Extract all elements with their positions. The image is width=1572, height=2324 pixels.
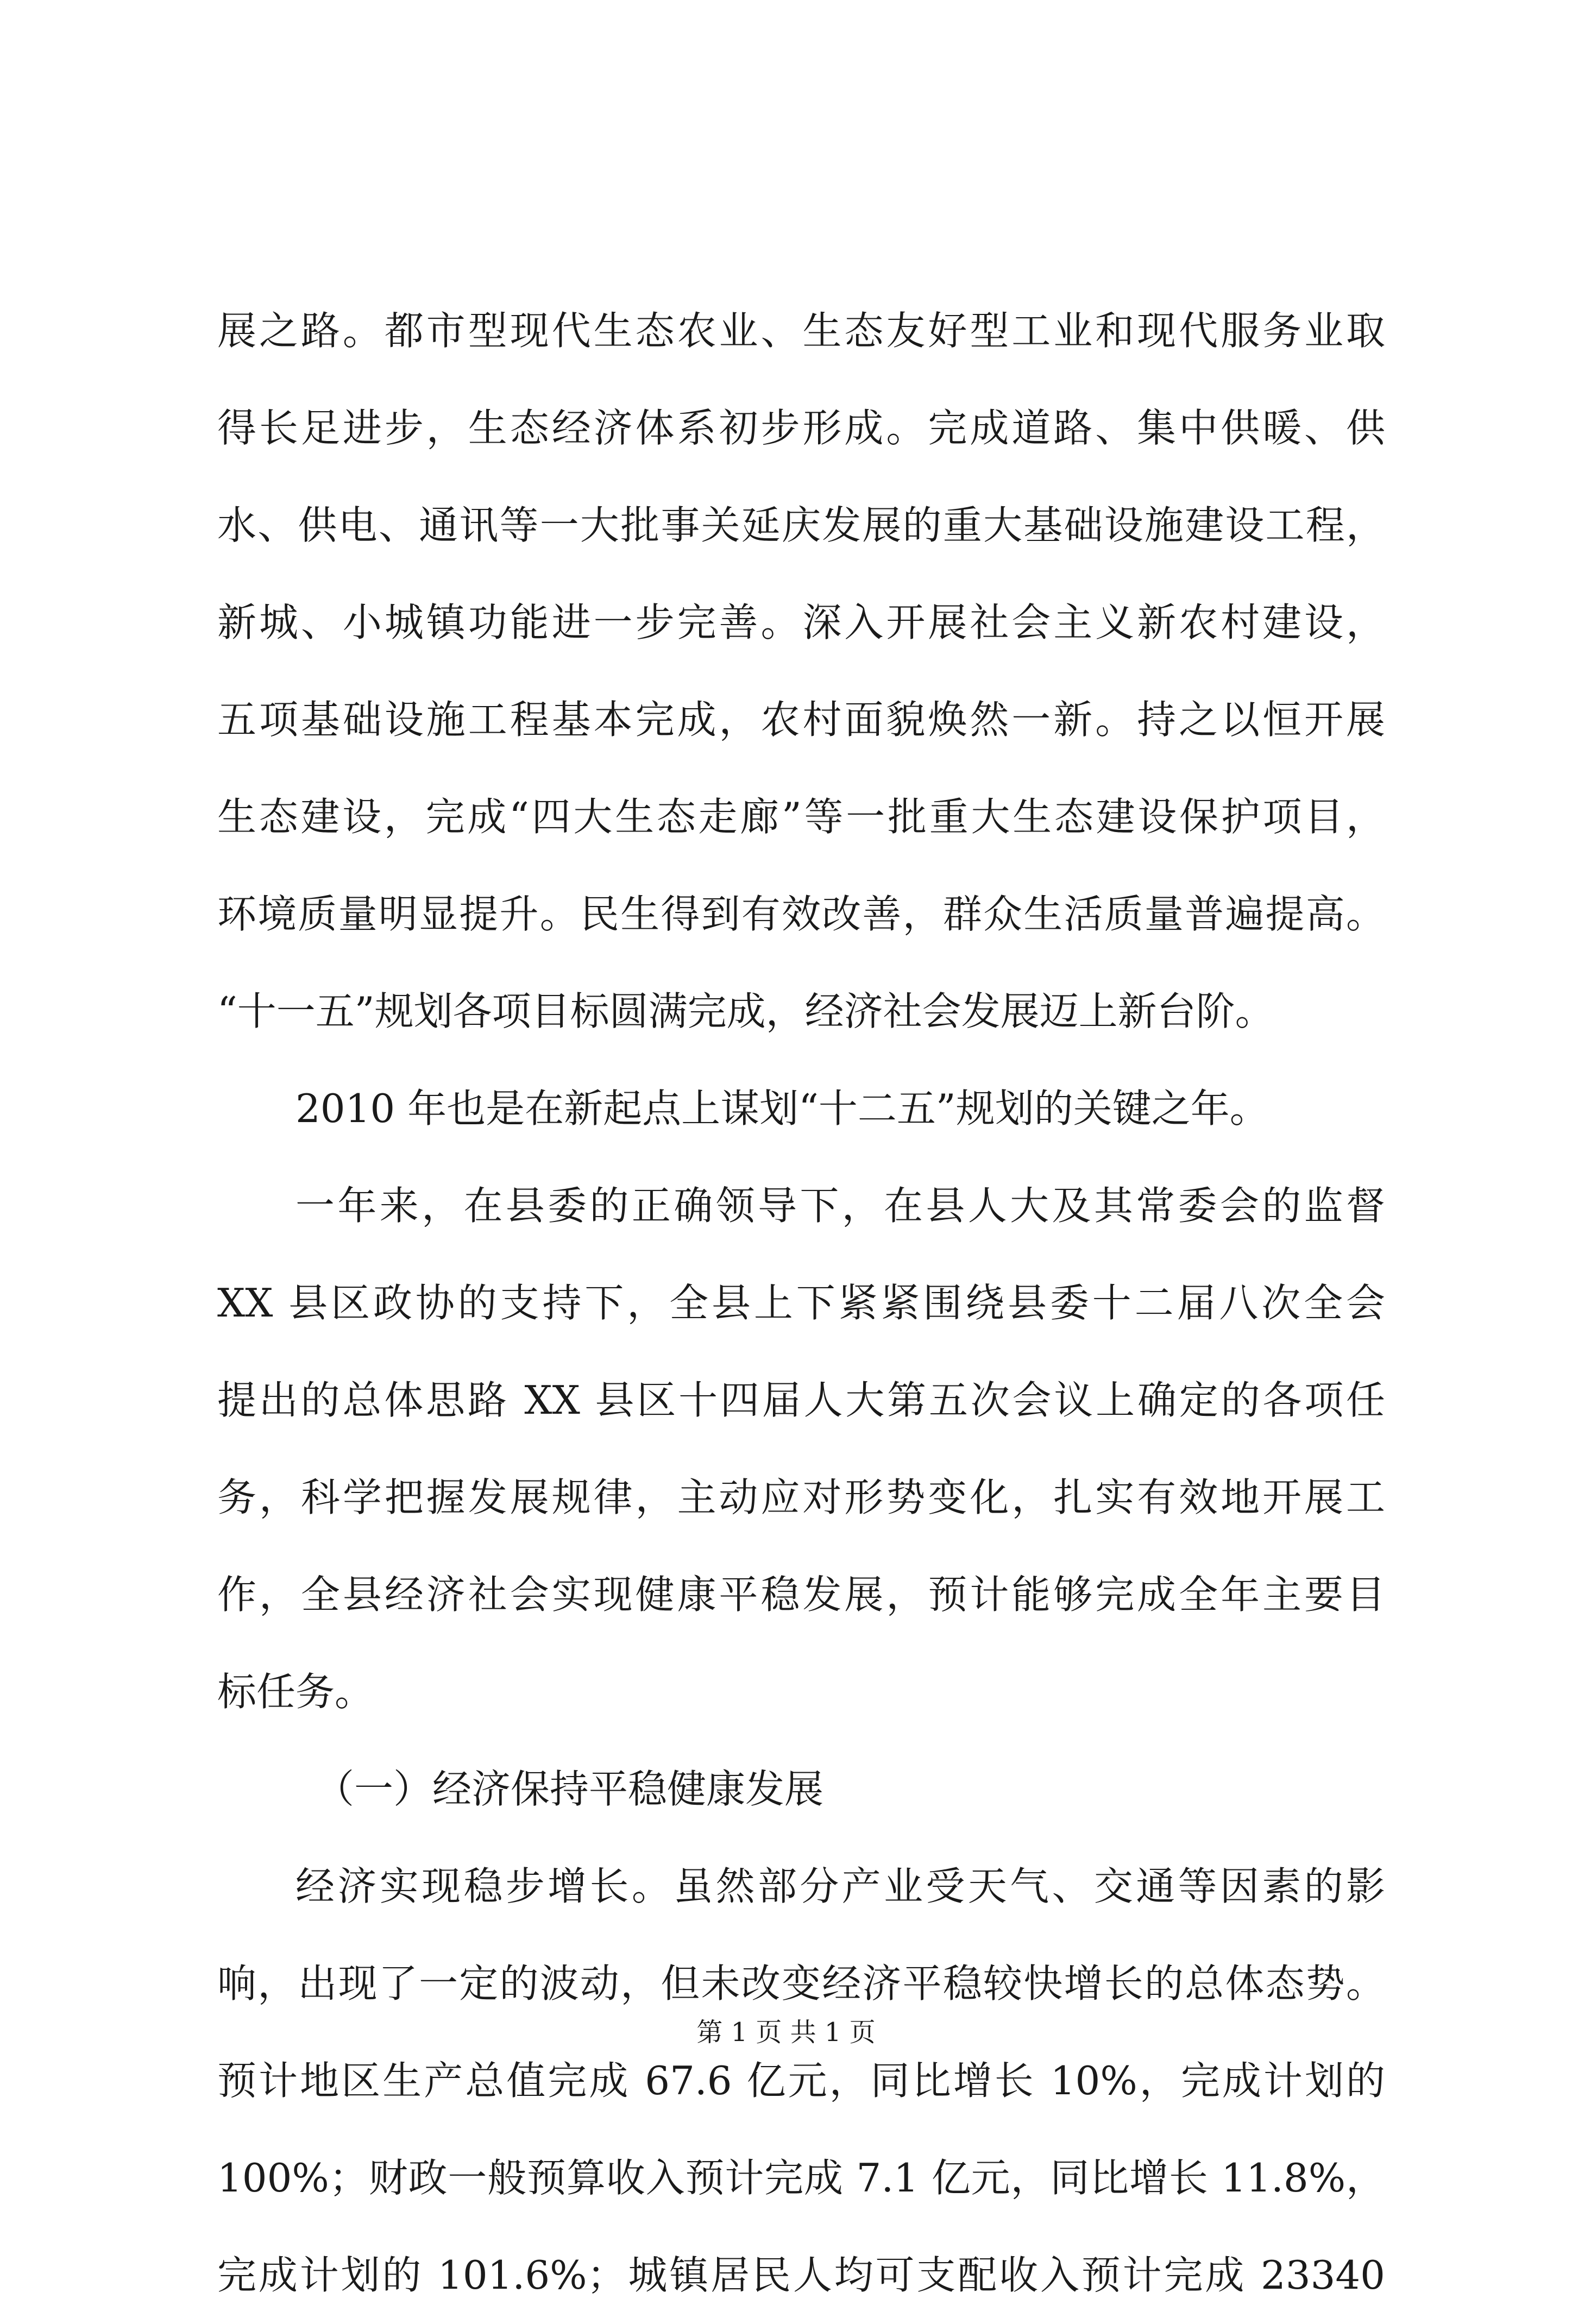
section-heading: （一）经济保持平稳健康发展 xyxy=(315,1766,824,1812)
body-line-3: 水、供电、通讯等一大批事关延庆发展的重大基础设施建设工程， xyxy=(217,502,1385,548)
body-line-13: 务，科学把握发展规律，主动应对形势变化，扎实有效地开展工 xyxy=(217,1475,1385,1520)
body-line-8: “十一五”规划各项目标圆满完成，经济社会发展迈上新台阶。 xyxy=(217,988,1274,1034)
body-line-12: 提出的总体思路 XX 县区十四届人大第五次会议上确定的各项任 xyxy=(217,1377,1385,1423)
page-number-label: 第 1 页 共 1 页 xyxy=(696,2017,876,2048)
page-footer xyxy=(0,2015,1572,2050)
body-line-14: 作，全县经济社会实现健康平稳发展，预计能够完成全年主要目 xyxy=(217,1572,1385,1617)
body-line-15: 标任务。 xyxy=(217,1669,374,1715)
body-line-18: 响，出现了一定的波动，但未改变经济平稳较快增长的总体态势。 xyxy=(217,1961,1385,2006)
body-line-20: 100%；财政一般预算收入预计完成 7.1 亿元，同比增长 11.8%， xyxy=(217,2155,1385,2201)
body-line-7: 环境质量明显提升。民生得到有效改善，群众生活质量普遍提高。 xyxy=(217,891,1385,937)
body-line-11: XX 县区政协的支持下，全县上下紧紧围绕县委十二届八次全会 xyxy=(217,1280,1385,1326)
body-line-21: 完成计划的 101.6%；城镇居民人均可支配收入预计完成 23340 xyxy=(217,2252,1385,2298)
body-line-10: 一年来，在县委的正确领导下，在县人大及其常委会的监督 xyxy=(295,1183,1385,1229)
body-line-2: 得长足进步，生态经济体系初步形成。完成道路、集中供暖、供 xyxy=(217,405,1385,451)
body-line-4: 新城、小城镇功能进一步完善。深入开展社会主义新农村建设， xyxy=(217,600,1385,645)
body-line-1: 展之路。都市型现代生态农业、生态友好型工业和现代服务业取 xyxy=(217,308,1385,354)
body-line-9: 2010 年也是在新起点上谋划“十二五”规划的关键之年。 xyxy=(295,1086,1269,1131)
body-line-19: 预计地区生产总值完成 67.6 亿元，同比增长 10%，完成计划的 xyxy=(217,2058,1385,2103)
body-line-5: 五项基础设施工程基本完成，农村面貌焕然一新。持之以恒开展 xyxy=(217,697,1385,742)
body-line-6: 生态建设，完成“四大生态走廊”等一批重大生态建设保护项目， xyxy=(217,794,1385,840)
body-line-17: 经济实现稳步增长。虽然部分产业受天气、交通等因素的影 xyxy=(295,1863,1385,1909)
